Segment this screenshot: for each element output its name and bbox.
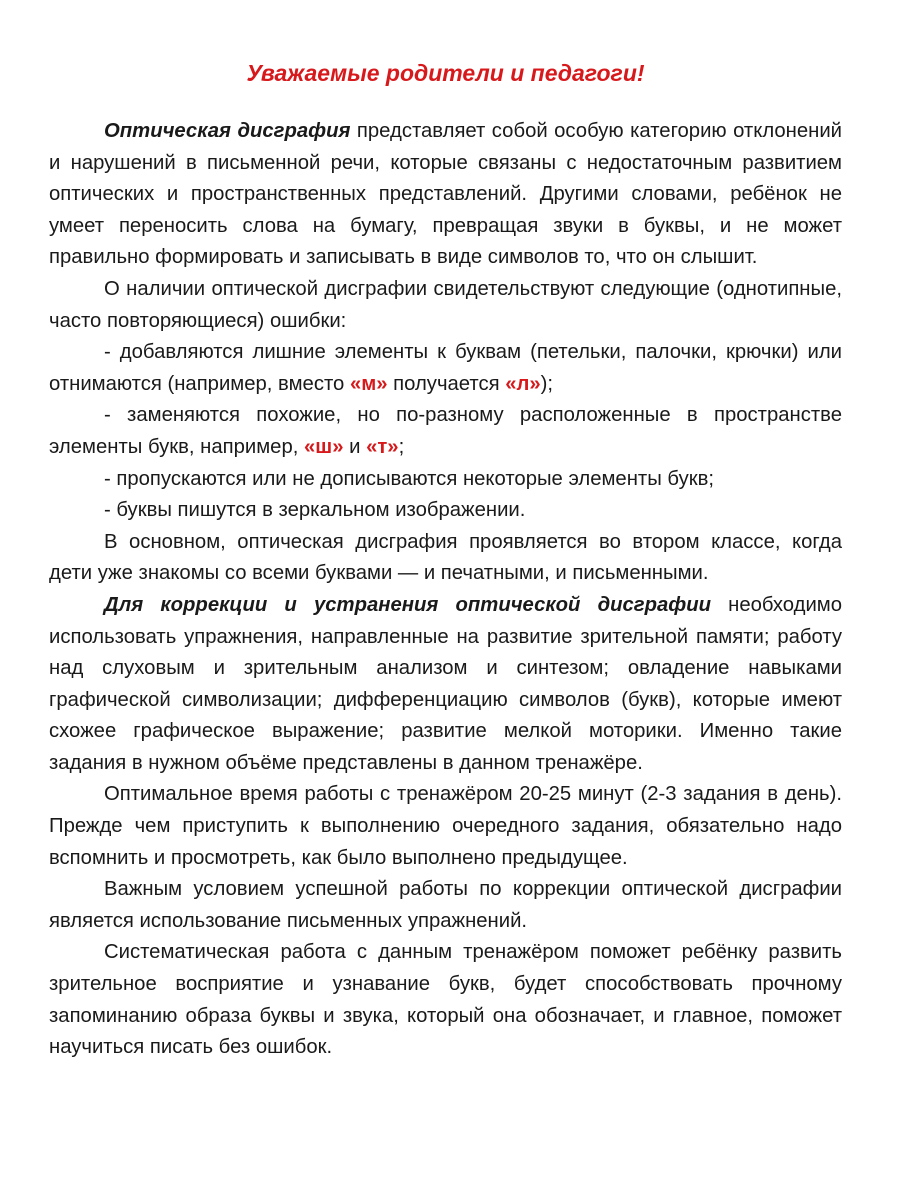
list-item-text: );	[540, 372, 554, 395]
letter-example: «л»	[505, 372, 541, 395]
paragraph-systematic-work: Систематическая работа с данным тренажёром поможет ребёнку развить зрительное восприятие и узнавание букв, будет способствовать прочному запоминанию образа буквы и звука, который она обозначает, и главное, поможет научиться писать без ошибок.	[49, 941, 842, 1059]
list-item-replaced-elements	[49, 400, 842, 463]
paragraph-text: представляет собой особую категорию отклонений и нарушений в письменной речи, которые связаны с недостаточным развитием оптических и пространственных представлений. Другими словами, ребёнок не умеет переносить слова на бумагу, превращая звуки в буквы, и не может правильно формировать и записывать в виде символов то, что он слышит.	[49, 120, 843, 269]
paragraph-signs-intro: О наличии оптической дисграфии свидетельствуют следующие (однотипные, часто повторяющиеся) ошибки:	[49, 277, 842, 332]
paragraph-correction	[49, 590, 842, 780]
list-item-added-elements	[49, 337, 842, 400]
list-item-text: и	[343, 435, 367, 458]
letter-example: «м»	[349, 372, 388, 395]
paragraph-optimal-time: Оптимальное время работы с тренажёром 20-25 минут (2-3 задания в день). Прежде чем приступить к выполнению очередного задания, обязательно надо вспомнить и просмотреть, как было выполнено предыдущее.	[49, 783, 842, 869]
list-item-text: получается	[387, 372, 506, 395]
list-item-text: ;	[398, 435, 405, 458]
correction-heading: Для коррекции и устранения оптической дисграфии	[104, 593, 711, 616]
list-item-mirror-letters: - буквы пишутся в зеркальном изображении.	[104, 499, 526, 522]
list-item-text: - заменяются похожие, но по-разному расположенные в пространстве элементы букв, например,	[49, 404, 842, 458]
list-item-text: - добавляются лишние элементы к буквам (петельки, палочки, крючки) или отнимаются (например, вместо	[49, 341, 842, 395]
letter-example: «ш»	[304, 435, 344, 458]
term-optical-dysgraphia: Оптическая дисграфия	[104, 120, 351, 142]
paragraph-second-grade: В основном, оптическая дисграфия проявляется во втором классе, когда дети уже знакомы со всеми буквами — и печатными, и письменными.	[49, 530, 842, 585]
letter-example: «т»	[366, 435, 399, 458]
page-title: Уважаемые родители и педагоги!	[246, 60, 645, 86]
paragraph-definition	[49, 116, 842, 274]
list-item-missing-elements: - пропускаются или не дописываются некоторые элементы букв;	[104, 467, 715, 490]
paragraph-text: необходимо использовать упражнения, направленные на развитие зрительной памяти; работу над слуховым и зрительным анализом и синтезом; овладение навыками графической символизации; дифференциацию символов (букв), которые имеют схожее графическое выражение; развитие мелкой моторики. Именно такие задания в нужном объёме представлены в данном тренажёре.	[49, 593, 843, 774]
paragraph-written-exercises: Важным условием успешной работы по коррекции оптической дисграфии является использование письменных упражнений.	[49, 878, 842, 932]
